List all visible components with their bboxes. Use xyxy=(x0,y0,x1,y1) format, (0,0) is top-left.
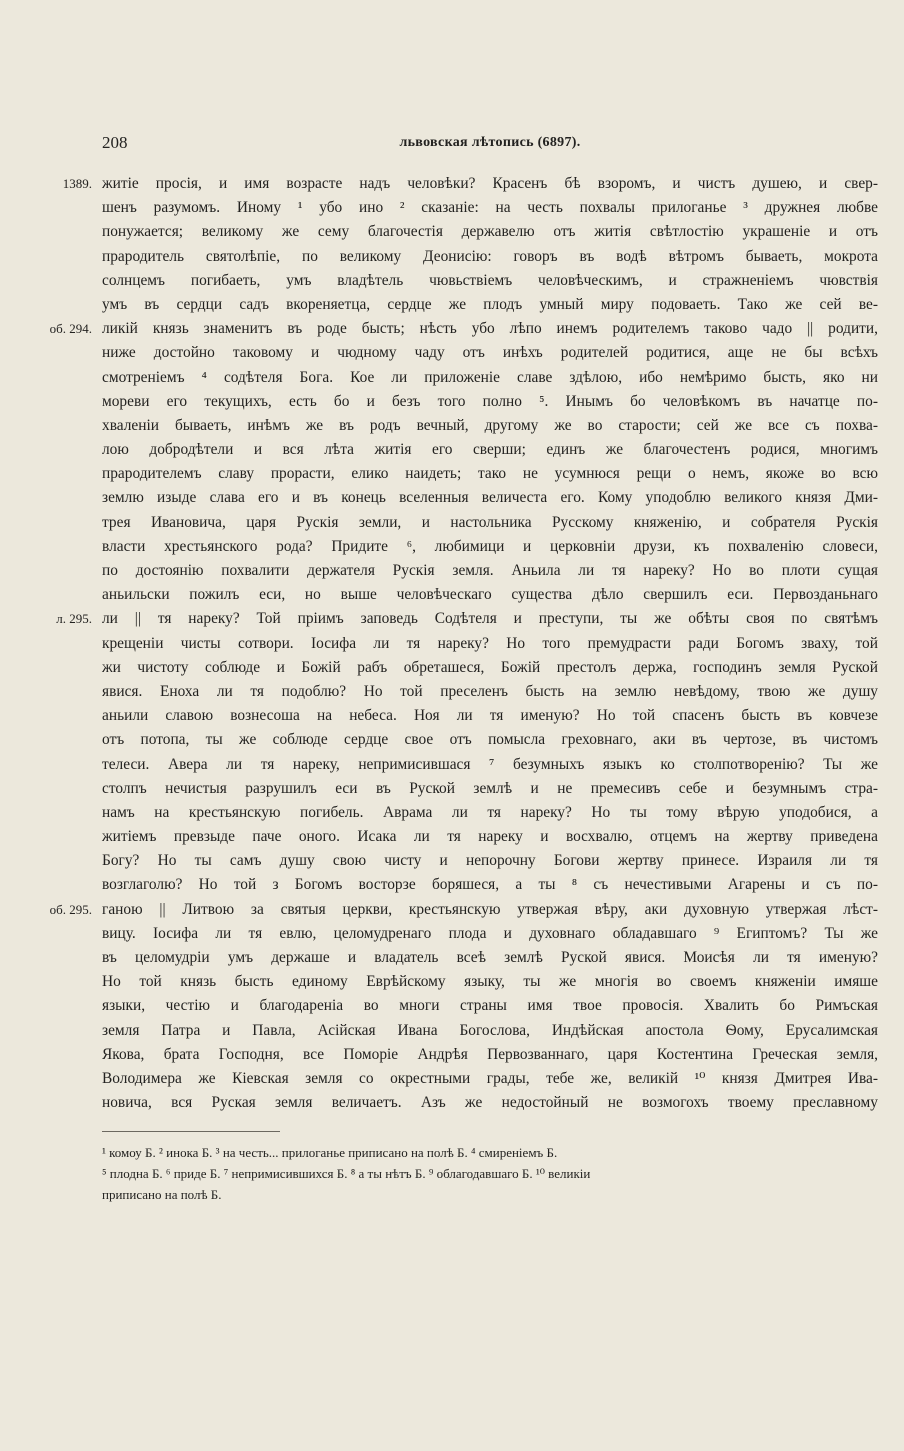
page-header xyxy=(102,133,878,157)
line-text: понужается; великому же сему благочестія державелю отъ житія свѣтлостію украшеніе и отъ xyxy=(102,223,878,241)
line-text: столпъ нечистыя разрушилъ еси въ Руской землѣ и не премесивъ себе и безумнымъ стра- xyxy=(102,779,878,797)
text-line xyxy=(49,317,878,341)
text-line xyxy=(102,583,878,607)
line-text: въ целомудріи умъ держаше и владатель всеѣ землѣ Руской явися. Моисѣя ли тя именую? xyxy=(102,949,878,966)
footnote-line: приписано на полѣ Б. xyxy=(102,1187,222,1202)
line-text: крещеніи чисты сотвори. Іосифа ли тя нареку? Но того премудрасти ради Богомъ зваху, той xyxy=(102,634,878,652)
text-line xyxy=(49,898,878,922)
line-text: землю изыде слава его и въ конець вселенныя величеста его. Кому уподоблю великого князя Дми- xyxy=(102,489,878,507)
footnote-divider xyxy=(102,1131,280,1132)
line-text: хваленіи бываеть, инѣмъ же въ родъ вечный, другому же во старости; сей же все съ похва- xyxy=(102,416,878,434)
line-text: ли || тя нареку? Той пріимъ заповедь Содѣтеля и преступи, ты же обѣты своя по святѣмъ xyxy=(102,610,878,628)
line-text: новича, вся Руская земля величаетъ. Азъ же недостойный не возмогохъ твоему преславному xyxy=(102,1094,878,1112)
line-text: житіе просія, и имя возрасте надъ человѣки? Красенъ бѣ взоромъ, и чистъ душею, и свер- xyxy=(102,175,878,192)
line-text: вицу. Іосифа ли тя евлю, целомудренаго плода и духовнаго обладавшаго ⁹ Египтомъ? Ты же xyxy=(102,924,878,942)
line-text: шенъ разумомъ. Иному ¹ убо ино ² сказаніе: на честь похвалы прилоганье ³ дружнея любве xyxy=(102,199,878,217)
margin-note: 1389. xyxy=(62,176,92,191)
text-line xyxy=(102,849,878,873)
text-line xyxy=(102,1043,878,1067)
text-line xyxy=(102,269,878,293)
line-text: намъ на крестьянскую погибель. Аврама ли тя нареку? Но ты тому вѣрую уподобися, а xyxy=(102,803,878,821)
text-line xyxy=(56,607,878,631)
margin-note: об. 294. xyxy=(49,321,92,337)
text-line xyxy=(102,390,878,414)
text-line xyxy=(102,777,878,801)
margin-note: л. 295. xyxy=(56,611,92,627)
line-text: житіемъ превзыде паче оного. Исака ли тя нареку и восхвалю, отцемъ на жертву приведена xyxy=(102,828,878,846)
line-text: прародителемъ славу прорасти, елико наидеть; тако не усумнюся рещи о немъ, якоже во всю xyxy=(102,465,878,483)
text-line xyxy=(102,535,878,559)
line-text: явися. Еноха ли тя подоблю? Но той преселенъ бысть на землю невѣдому, твою же душу xyxy=(102,682,878,700)
text-line xyxy=(102,293,878,317)
text-line xyxy=(102,922,878,946)
text-line xyxy=(102,559,878,583)
text-line xyxy=(102,245,878,269)
footnotes xyxy=(102,1142,878,1205)
text-line xyxy=(102,656,878,680)
line-text: солнцемъ погибаеть, умъ владѣтель чювьствіемъ человѣческимъ, и стражненіемъ чювствія xyxy=(102,271,878,289)
line-text: ниже достойно таковому и чюдному чаду отъ инѣхъ родителей родитися, аще не бы всѣхъ xyxy=(102,344,878,362)
line-text: по достоянію похвалити держателя Рускія земля. Аньила ли тя нареку? Но во плоти сущая xyxy=(102,562,878,579)
text-line xyxy=(102,680,878,704)
margin-note: об. 295. xyxy=(49,901,92,917)
text-line xyxy=(102,970,878,994)
footnote-line: ⁵ плодна Б. ⁶ приде Б. ⁷ непримисившихся Б. ⁸ а ты нѣтъ Б. ⁹ облагодавшаго Б. ¹⁰ великіи xyxy=(102,1166,591,1181)
line-text: Но той князь бысть единому Еврѣйскому языку, ты же многія во своемъ княженіи имяше xyxy=(102,973,878,991)
text-line xyxy=(102,486,878,510)
line-text: земля Патра и Павла, Асійская Ивана Богослова, Индѣйская апостола Ѳому, Ерусалимская xyxy=(102,1021,878,1039)
line-text: отъ потопа, ты же соблюде сердце свое отъ помысла греховнаго, аки въ чертозе, въ чистомъ xyxy=(102,731,878,749)
text-line xyxy=(102,220,878,244)
text-line xyxy=(102,196,878,220)
line-text: лою добродѣтели и вся лѣта житія его сверши; единъ же благочестенъ родися, многимъ xyxy=(102,441,878,459)
text-line xyxy=(102,1067,878,1091)
text-line xyxy=(102,511,878,535)
line-text: власти хрестьянского рода? Придите ⁶, любимици и церковніи друзи, къ похваленію словеси, xyxy=(102,537,878,555)
text-line xyxy=(102,825,878,849)
line-text: аньили славою вознесоша на небеса. Ноя ли тя именую? Но той спасенъ бысть въ ковчезе xyxy=(102,707,878,725)
text-line xyxy=(102,753,878,777)
page-number: 208 xyxy=(102,133,128,152)
line-text: ликій князь знаменитъ въ роде бысть; нѣсть убо лѣпо инемъ родителемъ таково чадо || родити, xyxy=(102,320,878,338)
footnote-line: ¹ комоу Б. ² инока Б. ³ на честь... прилоганье приписано на полѣ Б. ⁴ смиреніемъ Б. xyxy=(102,1145,558,1160)
line-text: языки, честію и благодареніа во многи страны имя твое провосія. Хвалить бо Римъская xyxy=(102,997,878,1015)
line-text: Богу? Но ты самъ душу свою чисту и непорочну Богови жертву принесе. Израиля ли тя xyxy=(102,852,878,870)
text-line xyxy=(102,366,878,390)
line-text: аньильски пожилъ еси, но выше человѣческаго существа дѣло свершилъ еси. Первозданьнаго xyxy=(102,586,878,604)
running-title: львовская лѣтопись (6897). xyxy=(399,135,581,150)
text-line xyxy=(102,414,878,438)
text-line xyxy=(102,462,878,486)
text-line xyxy=(102,801,878,825)
line-text: телеси. Авера ли тя нареку, непримисившася ⁷ безумныхъ языкъ ко столпотворенію? Ты же xyxy=(102,755,878,773)
text-line xyxy=(102,873,878,897)
line-text: трея Ивановича, царя Рускія земли, и настольника Русскому княженію, и собрателя Рускія xyxy=(102,513,878,531)
line-text: прародитель святолѣпіе, по великому Деонисію: говоръ въ водѣ вѣтромъ бываеть, мокрота xyxy=(102,247,878,265)
text-line xyxy=(102,994,878,1018)
text-line xyxy=(62,172,878,196)
text-line xyxy=(102,1091,878,1115)
line-text: возглаголю? Но той з Богомъ восторзе боряшеся, а ты ⁸ съ нечестивыми Агарены и съ по- xyxy=(102,876,878,894)
line-text: ганою || Литвою за святыя церкви, крестьянскую утвержая вѣру, аки духовную утвержая лѣст- xyxy=(102,900,878,918)
text-line xyxy=(102,341,878,365)
line-text: умъ въ сердци садъ вкореняетца, сердце же плодъ умный миру подоваеть. Тако же сей ве- xyxy=(102,295,878,313)
text-line xyxy=(102,728,878,752)
line-text: смотреніемъ ⁴ содѣтеля Бога. Кое ли приложеніе славе здѣлою, ибо немѣримо бысть, яко ни xyxy=(102,368,878,386)
text-line xyxy=(102,1019,878,1043)
text-line xyxy=(102,632,878,656)
line-text: Володимера же Кіевская земля со окрестными грады, тебе же, великій ¹⁰ князя Дмитрея Ива- xyxy=(102,1069,878,1087)
line-text: Якова, брата Господня, все Поморіе Андрѣя Первозваннаго, царя Костентина Греческая земля, xyxy=(102,1045,878,1063)
text-line xyxy=(102,946,878,970)
text-line xyxy=(102,438,878,462)
main-text xyxy=(49,172,878,1115)
text-line xyxy=(102,704,878,728)
line-text: мореви его текущихъ, есть бо и безъ того полно ⁵. Инымъ бо человѣкомъ въ начатце по- xyxy=(102,392,878,410)
line-text: жи чистоту соблюде и Божій рабъ обреташеся, Божій престолъ держа, господинъ земля Руской xyxy=(102,658,878,676)
